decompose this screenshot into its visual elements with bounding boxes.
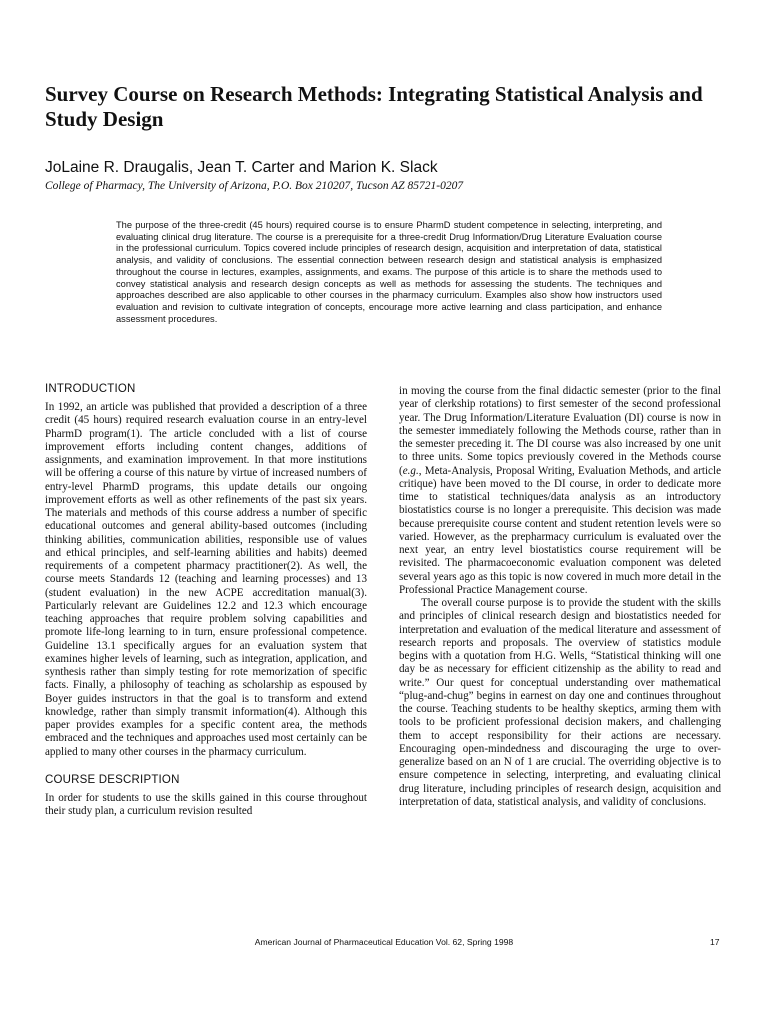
introduction-paragraph: In 1992, an article was published that provided a description of a three credit (45 hours) required research evaluation course in an entry-level PharmD program(1). The article concluded with a list of course improvement efforts including content changes, additions of assignments, and examination improvement. In that more institutions will be offering a course of this nature by virtue of increased numbers of entry-level PharmD programs, this update details our ongoing improvement efforts as well as other refinements of the past six years. The materials and methods of this course address a number of specific educational outcomes and general ability-based outcomes (including thinking abilities, communication abilities, responsible use of values and ethical principles, and self-learning abilities and habits) deemed requirements of a competent pharmacy practitioner(2). As well, the course meets Standards 12 (teaching and learning processes) and 13 (student evaluation) in the new ACPE accreditation manual(3). Particularly relevant are Guidelines 12.2 and 12.3 which encourage teaching approaches that require problem solving capabilities and promote life-long learning to in turn, ensure professional competence. Guideline 13.1 specifically argues for an evaluation system that examines higher levels of learning, such as integration, application, and synthesis rather than simply testing for rote memorization of specific facts. Finally, a philosophy of teaching as scholarship as espoused by Boyer guides instructors in that the goal is to transform and extend knowledge, rather than simply transmit information(4). Although this paper provides examples for a specific content area, the methods embraced and the techniques and approaches used most certainly can be applied to many other courses in the pharmacy curriculum. (45, 401, 367, 758)
left-column (45, 382, 367, 818)
section-heading-course-description: COURSE DESCRIPTION (45, 773, 180, 786)
course-description-paragraph: In order for students to use the skills gained in this course throughout their study plan, a curriculum revision resulted (45, 791, 367, 817)
article-authors: JoLaine R. Draugalis, Jean T. Carter and Marion K. Slack (45, 159, 438, 176)
article-title: Survey Course on Research Methods: Integrating Statistical Analysis and Study Design (45, 82, 703, 131)
course-purpose-paragraph: The overall course purpose is to provide the student with the skills and principles of clinical research design and biostatistics needed for interpretation and evaluation of the medical literature and assessment of research reports and proposals. The overview of statistics module begins with a quotation from H.G. Wells, “Statistical thinking will one day be as necessary for efficient citizenship as the ability to read and write.” Our quest for conceptual understanding over mathematical “plug-and-chug” begins in earnest on day one and continues throughout the course. Teaching students to be healthy skeptics, arming them with tools to be proficient professional decision makers, and challenging them to accept responsibility for their actions are necessary. Encouraging open-mindedness and discouraging the urge to over-generalize based on an N of 1 are crucial. The overriding objective is to ensure competence in selecting, interpreting, and evaluating clinical drug literature, including principles of research design, acquisition and interpretation of data, statistical analysis, and validity of conclusions. (399, 597, 721, 808)
eg-abbreviation: e.g. (402, 464, 419, 477)
page-number: 17 (710, 937, 720, 947)
footer-journal-citation: American Journal of Pharmaceutical Education Vol. 62, Spring 1998 (254, 937, 514, 947)
right-column (399, 385, 721, 809)
article-abstract: The purpose of the three-credit (45 hours) required course is to ensure PharmD student competence in selecting, interpreting, and evaluating clinical drug literature. The course is a prerequisite for a three-credit Drug Information/Drug Literature Evaluation course in the professional curriculum. Topics covered include principles of research design, acquisition and interpretation of data, statistical analysis, and validity of conclusions. The essential connection between research design and statistical analysis is emphasized throughout the course in lectures, examples, assignments, and exams. The purpose of this article is to share the methods used to convey statistical analysis and research design concepts as well as methods for assessing the students. The techniques and approaches described are also applicable to other courses in the pharmacy curriculum. Examples also show how instructors used evaluation and revision to cultivate integration of concepts, encourage more active learning and class participation, and enhance assessment procedures. (116, 220, 662, 324)
continuation-paragraph (399, 385, 721, 597)
section-heading-introduction: INTRODUCTION (45, 383, 136, 395)
author-affiliation: College of Pharmacy, The University of Arizona, P.O. Box 210207, Tucson AZ 85721-0207 (45, 180, 464, 192)
continuation-text-end: , Meta-Analysis, Proposal Writing, Evaluation Methods, and article critique) have been moved to the DI course, in order to dedicate more time to statistical techniques/data analysis as an introductory biostatistics course is no longer a prerequisite. This decision was made because prerequisite course content and student retention levels were so varied. However, as the prepharmacy curriculum is evaluated over the next year, an entry level biostatistics course requirement will be revisited. The pharmacoeconomic evaluation component was deleted several years ago as this topic is now covered in much more detail in the Professional Practice Management course. (399, 464, 721, 596)
continuation-text-start: in moving the course from the final didactic semester (prior to the final year of clerkship rotations) to first semester of the second professional year. The Drug Information/Literature Evaluation (DI) course is now in the semester immediately following the Methods course, rather than in the semester preceding it. The DI course was also increased by one unit to three units. Some topics previously covered in the Methods course ( (399, 385, 721, 477)
